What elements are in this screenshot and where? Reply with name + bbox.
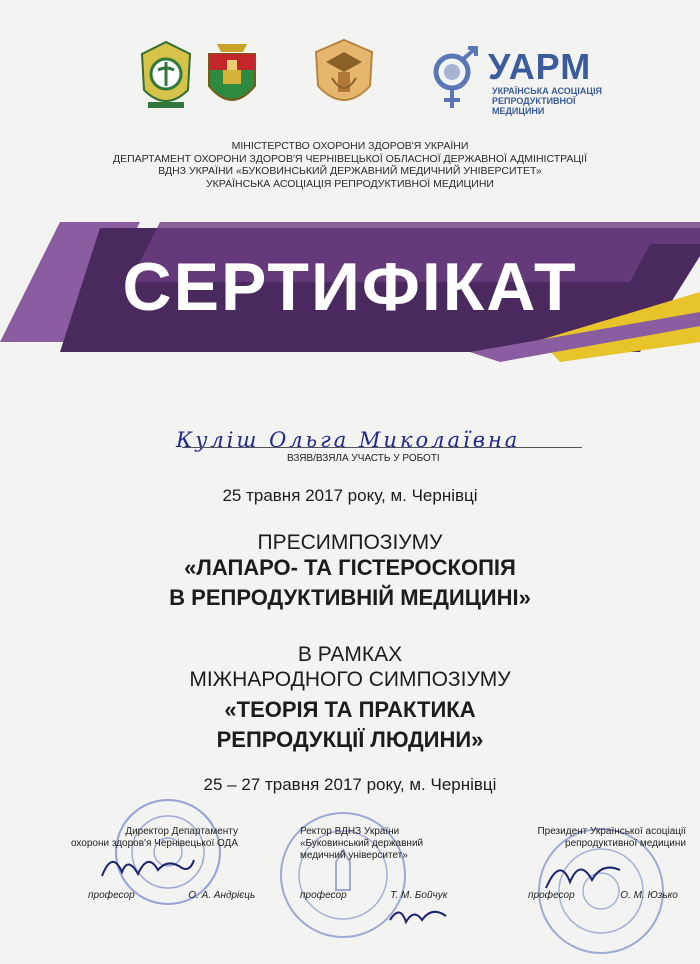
signatory-role: Президент Української асоціації <box>537 826 686 837</box>
ministry-emblem-icon <box>138 40 194 116</box>
uarm-title: УАРМ <box>488 46 592 87</box>
signatory-title: професор <box>300 890 347 901</box>
signature-left <box>98 846 198 886</box>
university-emblem-icon <box>312 38 376 116</box>
symposium-title-line2: РЕПРОДУКЦІЇ ЛЮДИНИ» <box>216 727 484 752</box>
signatory-left <box>58 826 238 850</box>
symposium-type: МІЖНАРОДНОГО СИМПОЗІУМУ <box>189 668 511 691</box>
presymposium-date: 25 травня 2017 року, м. Чернівці <box>222 486 478 505</box>
symposium-date: 25 – 27 травня 2017 року, м. Чернівці <box>203 775 497 794</box>
organizer-line: МІНІСТЕРСТВО ОХОРОНИ ЗДОРОВ'Я УКРАЇНИ <box>231 140 469 152</box>
signatory-name: О. А. Андрієць <box>188 890 256 901</box>
signatory-role: медичний університет» <box>300 850 408 861</box>
signatory-left-name <box>88 890 255 902</box>
uarm-subtitle-line2: РЕПРОДУКТИВНОЇ МЕДИЦИНИ <box>492 96 576 116</box>
certificate-title: СЕРТИФІКАТ <box>122 249 578 325</box>
organizer-line: ДЕПАРТАМЕНТ ОХОРОНИ ЗДОРОВ'Я ЧЕРНІВЕЦЬКОЇ ОБЛАСНОЇ ДЕРЖАВНОЇ АДМІНІСТРАЦІЇ <box>112 152 588 165</box>
signatory-role: Ректор ВДНЗ України <box>300 826 400 837</box>
chernivtsi-coat-of-arms-icon <box>203 40 261 116</box>
signatory-role: «Буковинський державний <box>300 838 424 849</box>
participated-label: ВЗЯВ/ВЗЯЛА УЧАСТЬ У РОБОТІ <box>287 453 440 464</box>
uarm-subtitle-line1: УКРАЇНСЬКА АСОЦІАЦІЯ <box>492 86 602 96</box>
presymposium-type: ПРЕСИМПОЗІУМУ <box>257 531 443 554</box>
symposium-title-line1: «ТЕОРІЯ ТА ПРАКТИКА <box>224 697 476 722</box>
signature-center <box>386 900 456 930</box>
presymposium-title-line2: В РЕПРОДУКТИВНІЙ МЕДИЦИНІ» <box>169 585 531 610</box>
signatory-right-name <box>528 890 678 902</box>
signatory-center-name <box>300 890 447 902</box>
signatory-center <box>300 826 450 862</box>
signatory-title: професор <box>88 890 135 901</box>
organizer-line: УКРАЇНСЬКА АСОЦІАЦІЯ РЕПРОДУКТИВНОЇ МЕДИЦИНИ <box>206 177 494 190</box>
signatory-role: репродуктивної медицини <box>565 838 686 849</box>
recipient-name: Куліш Ольга Миколаївна <box>176 428 521 452</box>
organizer-line: ВДНЗ УКРАЇНИ «БУКОВИНСЬКИЙ ДЕРЖАВНИЙ МЕДИЧНИЙ УНІВЕРСИТЕТ» <box>158 165 542 177</box>
signatory-name: О. М. Юзько <box>620 890 678 901</box>
signatory-right <box>506 826 686 850</box>
signatory-title: професор <box>528 890 575 901</box>
framework-label: В РАМКАХ <box>297 643 403 666</box>
signatory-role: охорони здоров'я Чернівецької ОДА <box>70 838 238 849</box>
name-underline <box>182 447 582 448</box>
organizers-list <box>0 140 700 190</box>
presymposium-title-line1: «ЛАПАРО- ТА ГІСТЕРОСКОПІЯ <box>184 555 516 580</box>
signatory-name: Т. М. Бойчук <box>390 890 448 901</box>
uarm-logo-icon <box>430 46 488 116</box>
signatory-role: Директор Департаменту <box>125 826 238 837</box>
uarm-logo <box>430 46 630 116</box>
uarm-subtitle <box>492 86 630 116</box>
